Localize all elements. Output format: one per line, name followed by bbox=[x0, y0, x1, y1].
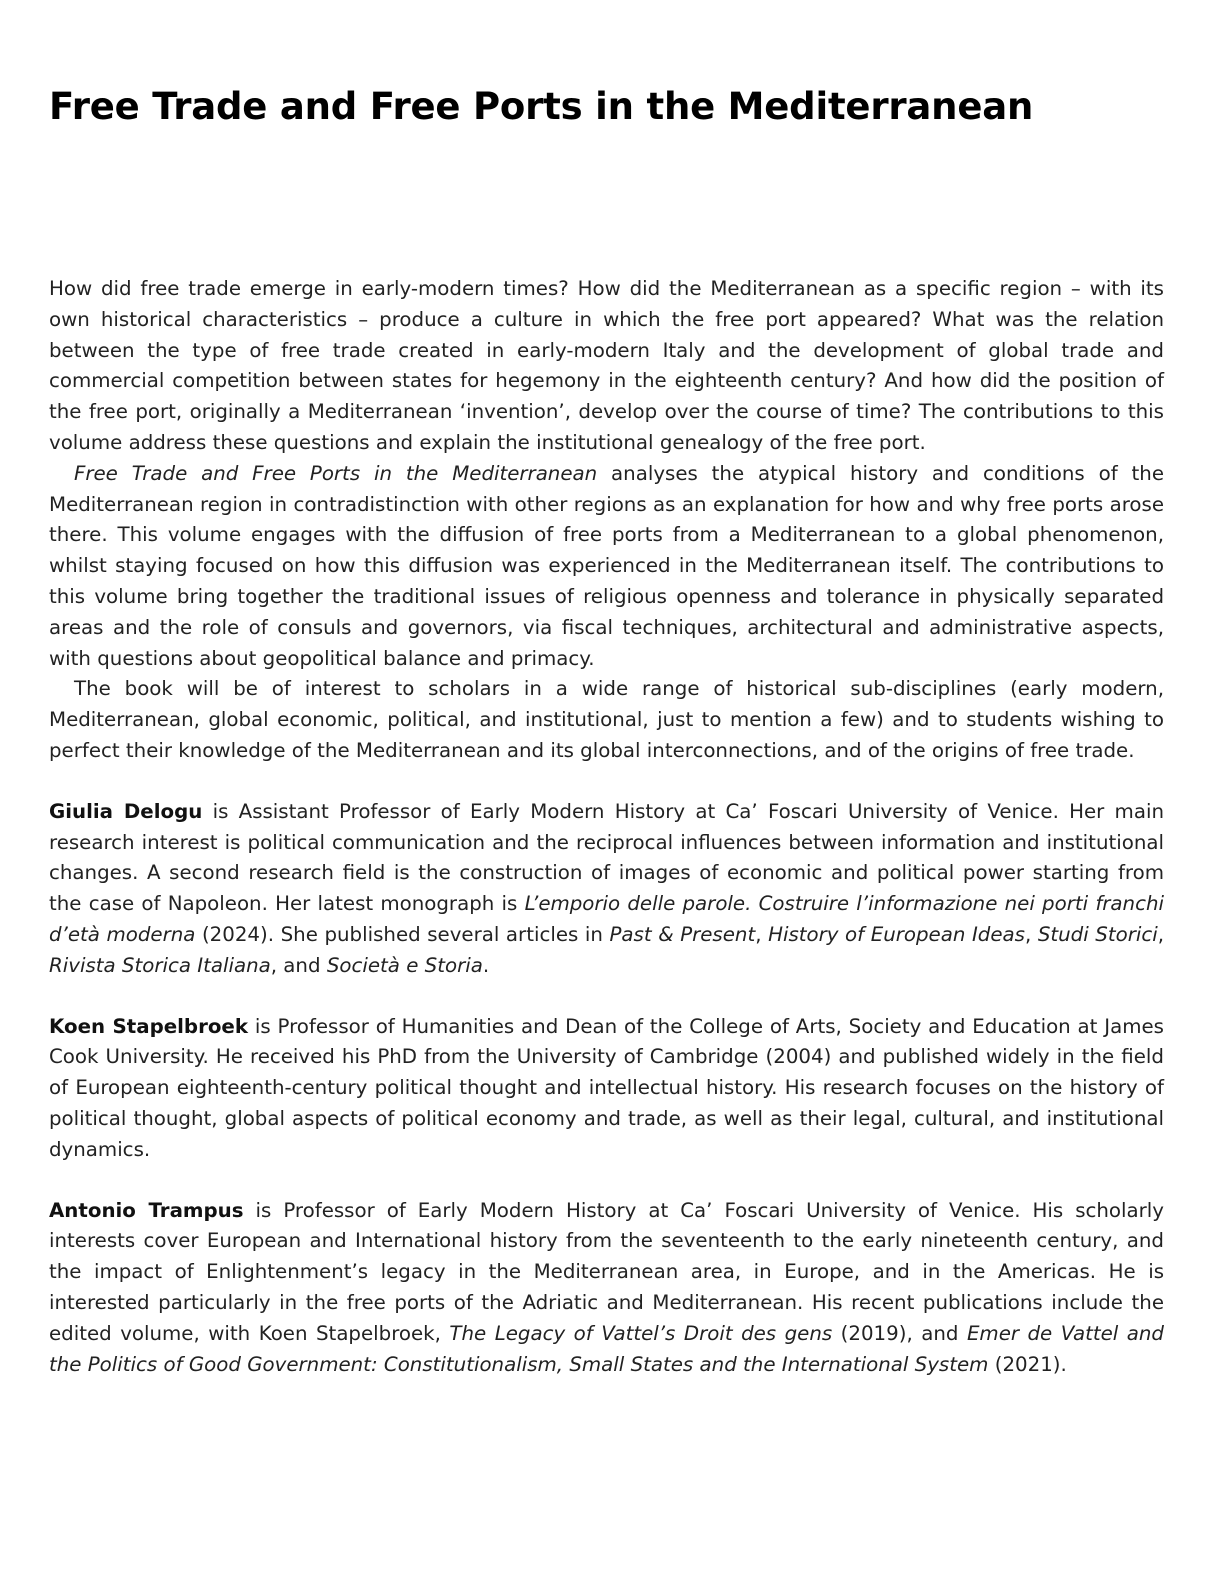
book-cover-page bbox=[49, 0, 1164, 1584]
author-name: Giulia Delogu bbox=[49, 799, 203, 823]
book-title: Free Trade and Free Ports in the Mediterranean bbox=[49, 85, 1034, 128]
bio-text: (2024). She published several articles in bbox=[195, 922, 610, 946]
journal-title: Past & Present bbox=[609, 922, 756, 946]
book-title-italic: Free Trade and Free Ports in the Mediterranean bbox=[74, 461, 598, 485]
author-name: Antonio Trampus bbox=[49, 1198, 244, 1222]
author-bio-stapelbroek bbox=[49, 1012, 1164, 1166]
publication-title: L’emporio delle parole. Costruire l’informazione nei porti franchi d’età moderna bbox=[49, 892, 1164, 946]
publication-title: Emer de Vattel and the Politics of Good Government: Constitutionalism, Small States and the International System bbox=[49, 1321, 1164, 1376]
publication-title: The Legacy of Vattel’s Droit des gens bbox=[449, 1321, 833, 1345]
bio-text: is Professor of Humanities and Dean of the College of Arts, Society and Education at James Cook University. He received his PhD from the University of Cambridge (2004) and published widely in the field of European eighteenth-century political thought and intellectual history. His research focuses on the history of political thought, global aspects of political economy and trade, as well as their legal, cultural, and institutional dynamics. bbox=[49, 1014, 1164, 1161]
journal-title: Società e Storia bbox=[326, 953, 483, 977]
description-paragraph-2 bbox=[49, 459, 1164, 675]
book-description bbox=[49, 274, 1164, 1380]
bio-text: , and bbox=[270, 953, 327, 977]
bio-text: is Assistant Professor of Early Modern History at Ca’ Foscari University of Venice. Her main research interest is political communication and the reciprocal influences between information and institutional changes. A second research field is the construction of images of economic and political power starting from the case of Napoleon. Her latest monograph is bbox=[49, 799, 1164, 916]
paragraph-2-text: analyses the atypical history and conditions of the Mediterranean region in contradistinction with other regions as an explanation for how and why free ports arose there. This volume engages with the diffusion of free ports from a Mediterranean to a global phenomenon, whilst staying focused on how this diffusion was experienced in the Mediterranean itself. The contributions to this volume bring together the traditional issues of religious openness and tolerance in physically separated areas and the role of consuls and governors, via fiscal techniques, architectural and administrative aspects, with questions about geopolitical balance and primacy. bbox=[49, 461, 1164, 670]
journal-title: Rivista Storica Italiana bbox=[49, 953, 271, 977]
bio-text: . bbox=[482, 953, 490, 977]
bio-text: , bbox=[1157, 922, 1165, 946]
author-bio-trampus bbox=[49, 1196, 1164, 1381]
bio-text: (2021). bbox=[988, 1352, 1067, 1376]
bio-text: is Professor of Early Modern History at Ca’ Foscari University of Venice. His scholarly interests cover European and International history from the seventeenth to the early nineteenth century, and the impact of Enlightenment’s legacy in the Mediterranean area, in Europe, and in the Americas. He is interested particularly in the free ports of the Adriatic and Mediterranean. His recent publications include the edited volume, with Koen Stapelbroek, bbox=[49, 1198, 1164, 1345]
description-paragraph-1: How did free trade emerge in early-modern times? How did the Mediterranean as a specific region – with its own historical characteristics – produce a culture in which the free port appeared? What was the relation between the type of free trade created in early-modern Italy and the development of global trade and commercial competition between states for hegemony in the eighteenth century? And how did the position of the free port, originally a Mediterranean ‘invention’, develop over the course of time? The contributions to this volume address these questions and explain the institutional genealogy of the free port. bbox=[49, 277, 1164, 454]
bio-text: (2019), and bbox=[832, 1321, 967, 1345]
description-paragraph-3: The book will be of interest to scholars in a wide range of historical sub-disciplines (early modern, Mediterranean, global economic, political, and institutional, just to mention a few) and to students wishing to perfect their knowledge of the Mediterranean and its global interconnections, and of the origins of free trade. bbox=[49, 677, 1164, 762]
author-name: Koen Stapelbroek bbox=[49, 1014, 248, 1038]
bio-text: , bbox=[1024, 922, 1038, 946]
bio-text: , bbox=[755, 922, 769, 946]
author-bio-delogu bbox=[49, 797, 1164, 982]
journal-title: Studi Storici bbox=[1037, 922, 1158, 946]
journal-title: History of European Ideas bbox=[768, 922, 1025, 946]
